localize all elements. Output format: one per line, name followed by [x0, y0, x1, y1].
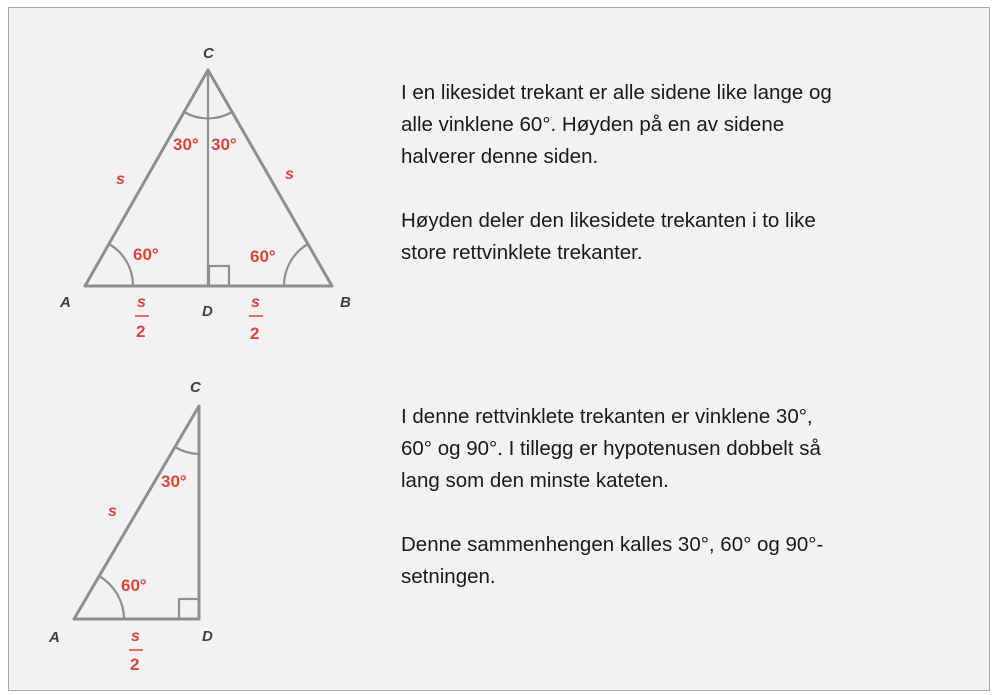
equilateral-triangle	[59, 45, 351, 343]
text-line: alle vinklene 60°. Høyden på en av sidene	[401, 113, 785, 136]
angle-label-60-right: 60°	[250, 247, 276, 266]
right-triangle	[48, 379, 213, 674]
angle-label-30: 30°	[161, 472, 187, 491]
half-left-numerator: s	[137, 294, 146, 311]
vertex-d2-label: D	[202, 628, 213, 645]
text-line: store rettvinklete trekanter.	[401, 241, 643, 264]
angle-label-30-right: 30°	[211, 135, 237, 154]
angle-label-60: 60°	[121, 576, 147, 595]
text-line: halverer denne siden.	[401, 145, 599, 168]
angle-label-30-left: 30°	[173, 135, 199, 154]
right-angle-marker-d	[179, 599, 199, 619]
text-line: Høyden deler den likesidete trekanten i to like	[401, 209, 816, 232]
text-line: Denne sammenhengen kalles 30°, 60° og 90°-	[401, 533, 824, 556]
vertex-b-label: B	[340, 294, 351, 311]
hypotenuse-label: s	[108, 503, 117, 520]
vertex-c2-label: C	[190, 379, 201, 396]
vertex-d-label: D	[202, 303, 213, 320]
side-label-left: s	[116, 171, 125, 188]
top-paragraph-2	[401, 205, 832, 269]
text-line: I en likesidet trekant er alle sidene like lange og	[401, 81, 832, 104]
vertex-a-label: A	[60, 294, 71, 311]
bottom-explanation	[401, 401, 823, 593]
angle-arc-a	[109, 244, 133, 286]
side-label-right: s	[285, 166, 294, 183]
half-right-denominator: 2	[250, 324, 260, 343]
half-right-numerator: s	[251, 294, 260, 311]
half-base-denominator: 2	[130, 655, 140, 674]
angle-arc-c2	[175, 447, 199, 454]
bottom-paragraph-1	[401, 401, 823, 497]
vertex-a2-label: A	[49, 629, 60, 646]
vertex-c-label: C	[203, 45, 214, 62]
text-line: setningen.	[401, 565, 496, 588]
text-line: I denne rettvinklete trekanten er vinklene 30°,	[401, 405, 813, 428]
half-base-numerator: s	[131, 628, 140, 645]
text-line: 60° og 90°. I tillegg er hypotenusen dobbelt så	[401, 437, 821, 460]
angle-arc-b	[284, 244, 308, 286]
bottom-paragraph-2	[401, 529, 823, 593]
half-left-denominator: 2	[136, 322, 146, 341]
right-angle-marker	[209, 266, 229, 286]
text-line: lang som den minste kateten.	[401, 469, 669, 492]
angle-label-60-left: 60°	[133, 245, 159, 264]
top-explanation	[401, 77, 832, 269]
top-paragraph-1	[401, 77, 832, 173]
